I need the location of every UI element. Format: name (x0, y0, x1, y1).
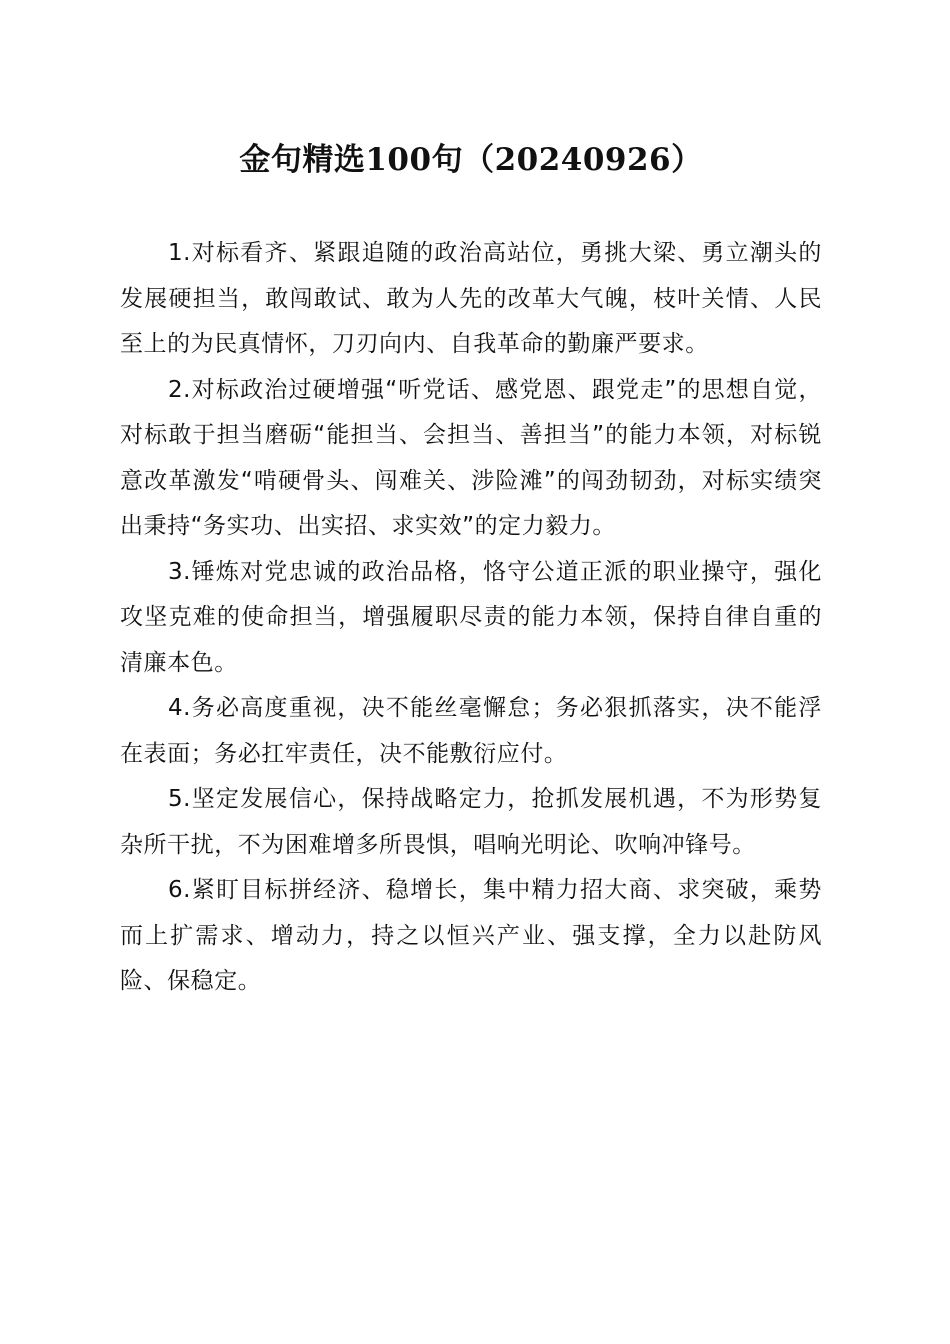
document-body (120, 231, 822, 1005)
paragraph-6: 6.紧盯目标拼经济、稳增长，集中精力招大商、求突破，乘势而上扩需求、增动力，持之以恒兴产业、强支撑，全力以赴防风险、保稳定。 (120, 877, 822, 994)
paragraph-2: 2.对标政治过硬增强“听党话、感党恩、跟党走”的思想自觉，对标敢于担当磨砺“能担当、会担当、善担当”的能力本领，对标锐意改革激发“啃硬骨头、闯难关、涉险滩”的闯劲韧劲，对标实绩突出秉持“务实功、出实招、求实效”的定力毅力。 (120, 376, 822, 539)
page-title: 金句精选100句（20240926） (239, 142, 703, 178)
paragraph-4: 4.务必高度重视，决不能丝毫懈怠；务必狠抓落实，决不能浮在表面；务必扛牢责任，决不能敷衍应付。 (120, 695, 822, 767)
paragraph-5: 5.坚定发展信心，保持战略定力，抢抓发展机遇，不为形势复杂所干扰，不为困难增多所畏惧，唱响光明论、吹响冲锋号。 (120, 786, 822, 858)
paragraph-3: 3.锤炼对党忠诚的政治品格，恪守公道正派的职业操守，强化攻坚克难的使命担当，增强履职尽责的能力本领，保持自律自重的清廉本色。 (120, 558, 822, 676)
paragraph-1: 1.对标看齐、紧跟追随的政治高站位，勇挑大梁、勇立潮头的发展硬担当，敢闯敢试、敢为人先的改革大气魄，枝叶关情、人民至上的为民真情怀，刀刃向内、自我革命的勤廉严要求。 (120, 240, 822, 357)
